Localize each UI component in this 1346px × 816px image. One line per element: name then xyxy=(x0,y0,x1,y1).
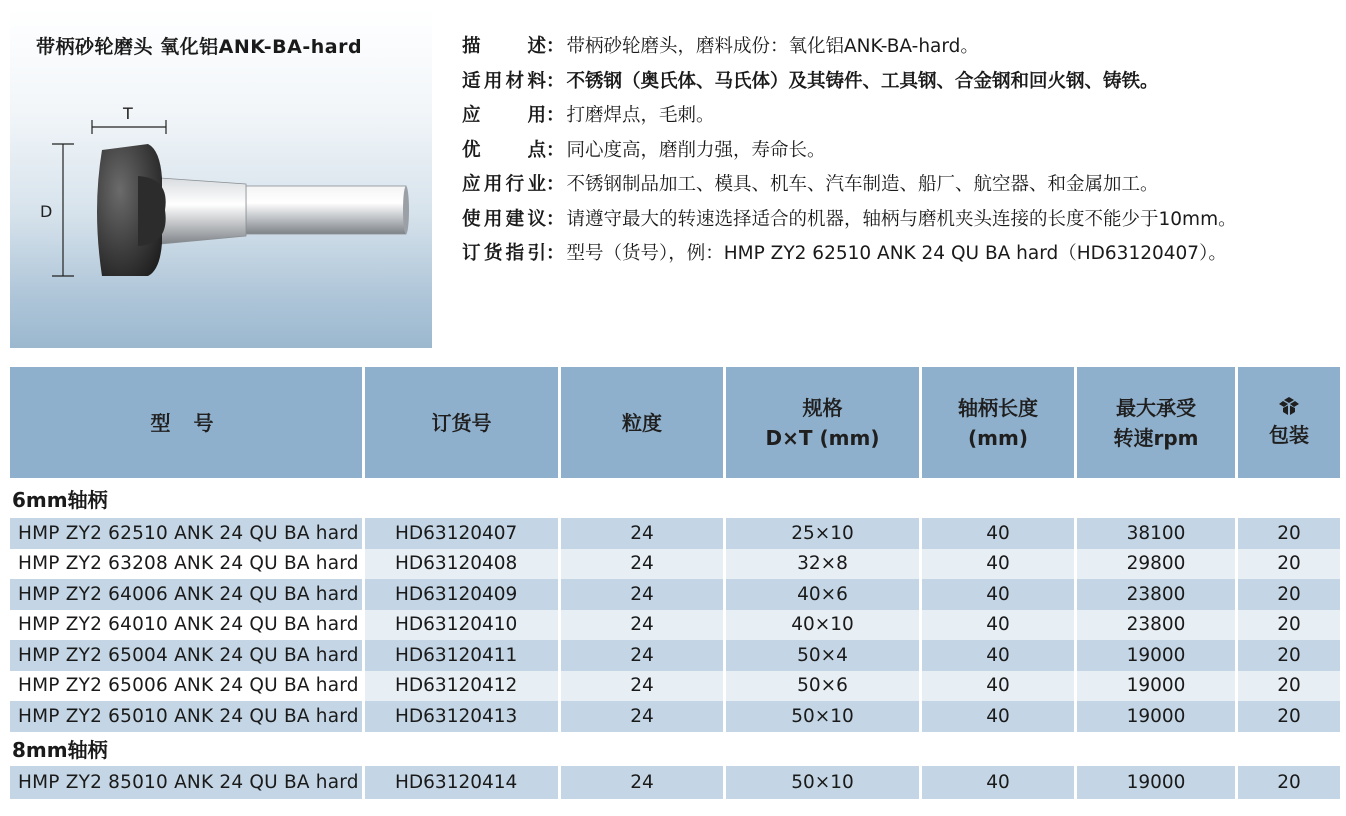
info-key: 优点 xyxy=(462,139,546,161)
cell-grit: 24 xyxy=(561,701,723,732)
cell-model: HMP ZY2 65004 ANK 24 QU BA hard xyxy=(10,640,362,671)
cell-grit: 24 xyxy=(561,518,723,549)
table-row xyxy=(10,579,1340,610)
info-key: 适用材料 xyxy=(462,70,546,92)
header-package xyxy=(1238,367,1340,478)
cell-package: 20 xyxy=(1238,579,1340,610)
info-row-industries: 应用行业 ： 不锈钢制品加工、模具、机车、汽车制造、船厂、航空器、和金属加工。 xyxy=(462,166,1342,201)
header-max-speed xyxy=(1077,367,1235,478)
table-row xyxy=(10,640,1340,671)
table-row xyxy=(10,518,1340,549)
cell-order-no: HD63120414 xyxy=(365,766,558,799)
info-value: 打磨焊点，毛刺。 xyxy=(566,105,715,127)
info-value: 不锈钢制品加工、模具、机车、汽车制造、船厂、航空器、和金属加工。 xyxy=(566,174,1159,196)
cell-spec: 40×10 xyxy=(726,610,919,641)
cell-grit: 24 xyxy=(561,549,723,580)
cell-grit: 24 xyxy=(561,579,723,610)
cell-order-no: HD63120407 xyxy=(365,518,558,549)
cell-grit: 24 xyxy=(561,610,723,641)
group-title-6mm: 6mm轴柄 xyxy=(12,487,108,512)
table-row xyxy=(10,701,1340,732)
cell-grit: 24 xyxy=(561,766,723,799)
cell-shank-length: 40 xyxy=(922,579,1074,610)
product-table xyxy=(10,367,1340,799)
cell-order-no: HD63120411 xyxy=(365,640,558,671)
info-row-usage-advice: 使用建议 ： 请遵守最大的转速选择适合的机器，轴柄与磨机夹头连接的长度不能少于10mm。 xyxy=(462,201,1342,236)
info-row-advantages: 优点 ： 同心度高，磨削力强，寿命长。 xyxy=(462,132,1342,167)
cell-max-speed: 23800 xyxy=(1077,610,1235,641)
cell-package: 20 xyxy=(1238,610,1340,641)
dimension-d-label: D xyxy=(40,202,53,221)
cell-model: HMP ZY2 65006 ANK 24 QU BA hard xyxy=(10,671,362,702)
header-package-label: 包装 xyxy=(1269,422,1309,447)
header-model: 型 号 xyxy=(10,367,362,478)
cell-package: 20 xyxy=(1238,549,1340,580)
cell-order-no: HD63120410 xyxy=(365,610,558,641)
shank-neck xyxy=(160,178,246,244)
cell-grit: 24 xyxy=(561,640,723,671)
cell-model: HMP ZY2 62510 ANK 24 QU BA hard xyxy=(10,518,362,549)
header-order-no: 订货号 xyxy=(365,367,558,478)
cell-order-no: HD63120413 xyxy=(365,701,558,732)
header-shank-line2: (mm) xyxy=(968,425,1028,450)
info-value: 不锈钢（奥氏体、马氏体）及其铸件、工具钢、合金钢和回火钢、铸铁。 xyxy=(566,70,1159,92)
header-spec xyxy=(726,367,919,478)
cell-order-no: HD63120412 xyxy=(365,671,558,702)
cell-package: 20 xyxy=(1238,671,1340,702)
cell-shank-length: 40 xyxy=(922,518,1074,549)
product-image-panel xyxy=(10,8,432,348)
cell-max-speed: 19000 xyxy=(1077,640,1235,671)
info-key: 订货指引 xyxy=(462,243,546,265)
cell-spec: 25×10 xyxy=(726,518,919,549)
cell-max-speed: 23800 xyxy=(1077,579,1235,610)
cell-model: HMP ZY2 65010 ANK 24 QU BA hard xyxy=(10,701,362,732)
package-icon xyxy=(1278,396,1300,420)
cell-spec: 50×6 xyxy=(726,671,919,702)
header-shank-line1: 轴柄长度 xyxy=(958,395,1038,420)
cell-shank-length: 40 xyxy=(922,701,1074,732)
cell-max-speed: 29800 xyxy=(1077,549,1235,580)
header-speed-line1: 最大承受 xyxy=(1116,395,1196,420)
product-image-title: 带柄砂轮磨头 氧化铝ANK-BA-hard xyxy=(36,36,363,58)
cell-spec: 40×6 xyxy=(726,579,919,610)
info-key: 应用 xyxy=(462,105,546,127)
info-value: 带柄砂轮磨头，磨料成份：氧化铝ANK-BA-hard。 xyxy=(566,36,979,58)
group-rows-8mm xyxy=(10,766,1340,799)
cell-shank-length: 40 xyxy=(922,610,1074,641)
info-value: 型号（货号），例：HMP ZY2 62510 ANK 24 QU BA hard（HD63120407）。 xyxy=(566,243,1227,265)
grinding-wheel-illustration xyxy=(10,8,432,348)
table-header xyxy=(10,367,1340,478)
cell-model: HMP ZY2 64006 ANK 24 QU BA hard xyxy=(10,579,362,610)
cell-spec: 50×4 xyxy=(726,640,919,671)
info-key: 描述 xyxy=(462,36,546,58)
cell-model: HMP ZY2 85010 ANK 24 QU BA hard xyxy=(10,766,362,799)
table-row xyxy=(10,610,1340,641)
cell-package: 20 xyxy=(1238,766,1340,799)
info-row-description: 描述 ： 带柄砂轮磨头，磨料成份：氧化铝ANK-BA-hard。 xyxy=(462,28,1342,63)
cell-max-speed: 38100 xyxy=(1077,518,1235,549)
header-grit: 粒度 xyxy=(561,367,723,478)
cell-shank-length: 40 xyxy=(922,766,1074,799)
info-key: 使用建议 xyxy=(462,208,546,230)
cell-package: 20 xyxy=(1238,701,1340,732)
cell-spec: 50×10 xyxy=(726,701,919,732)
cell-grit: 24 xyxy=(561,671,723,702)
header-spec-line2: D×T (mm) xyxy=(765,425,880,450)
cell-max-speed: 19000 xyxy=(1077,701,1235,732)
cell-package: 20 xyxy=(1238,518,1340,549)
shank-shaft xyxy=(246,186,406,234)
table-row xyxy=(10,549,1340,580)
table-row xyxy=(10,766,1340,799)
info-key: 应用行业 xyxy=(462,174,546,196)
dimension-t-label: T xyxy=(123,104,133,123)
cell-max-speed: 19000 xyxy=(1077,766,1235,799)
cell-model: HMP ZY2 63208 ANK 24 QU BA hard xyxy=(10,549,362,580)
cell-order-no: HD63120408 xyxy=(365,549,558,580)
cell-spec: 32×8 xyxy=(726,549,919,580)
cell-package: 20 xyxy=(1238,640,1340,671)
info-value: 请遵守最大的转速选择适合的机器，轴柄与磨机夹头连接的长度不能少于10mm。 xyxy=(566,208,1237,230)
header-shank-length xyxy=(922,367,1074,478)
info-row-application: 应用 ： 打磨焊点，毛刺。 xyxy=(462,97,1342,132)
group-rows-6mm xyxy=(10,518,1340,732)
header-speed-line2: 转速rpm xyxy=(1113,425,1199,450)
cell-max-speed: 19000 xyxy=(1077,671,1235,702)
info-value: 同心度高，磨削力强，寿命长。 xyxy=(566,139,826,161)
product-info-list xyxy=(462,28,1342,270)
group-title-8mm: 8mm轴柄 xyxy=(12,738,108,762)
table-row xyxy=(10,671,1340,702)
info-row-ordering-guide: 订货指引 ： 型号（货号），例：HMP ZY2 62510 ANK 24 QU BA hard（HD63120407）。 xyxy=(462,235,1342,270)
cell-shank-length: 40 xyxy=(922,671,1074,702)
cell-order-no: HD63120409 xyxy=(365,579,558,610)
cell-shank-length: 40 xyxy=(922,549,1074,580)
cell-spec: 50×10 xyxy=(726,766,919,799)
header-spec-line1: 规格 xyxy=(802,395,843,420)
cell-shank-length: 40 xyxy=(922,640,1074,671)
info-row-materials: 适用材料 ： 不锈钢（奥氏体、马氏体）及其铸件、工具钢、合金钢和回火钢、铸铁。 xyxy=(462,63,1342,98)
cell-model: HMP ZY2 64010 ANK 24 QU BA hard xyxy=(10,610,362,641)
